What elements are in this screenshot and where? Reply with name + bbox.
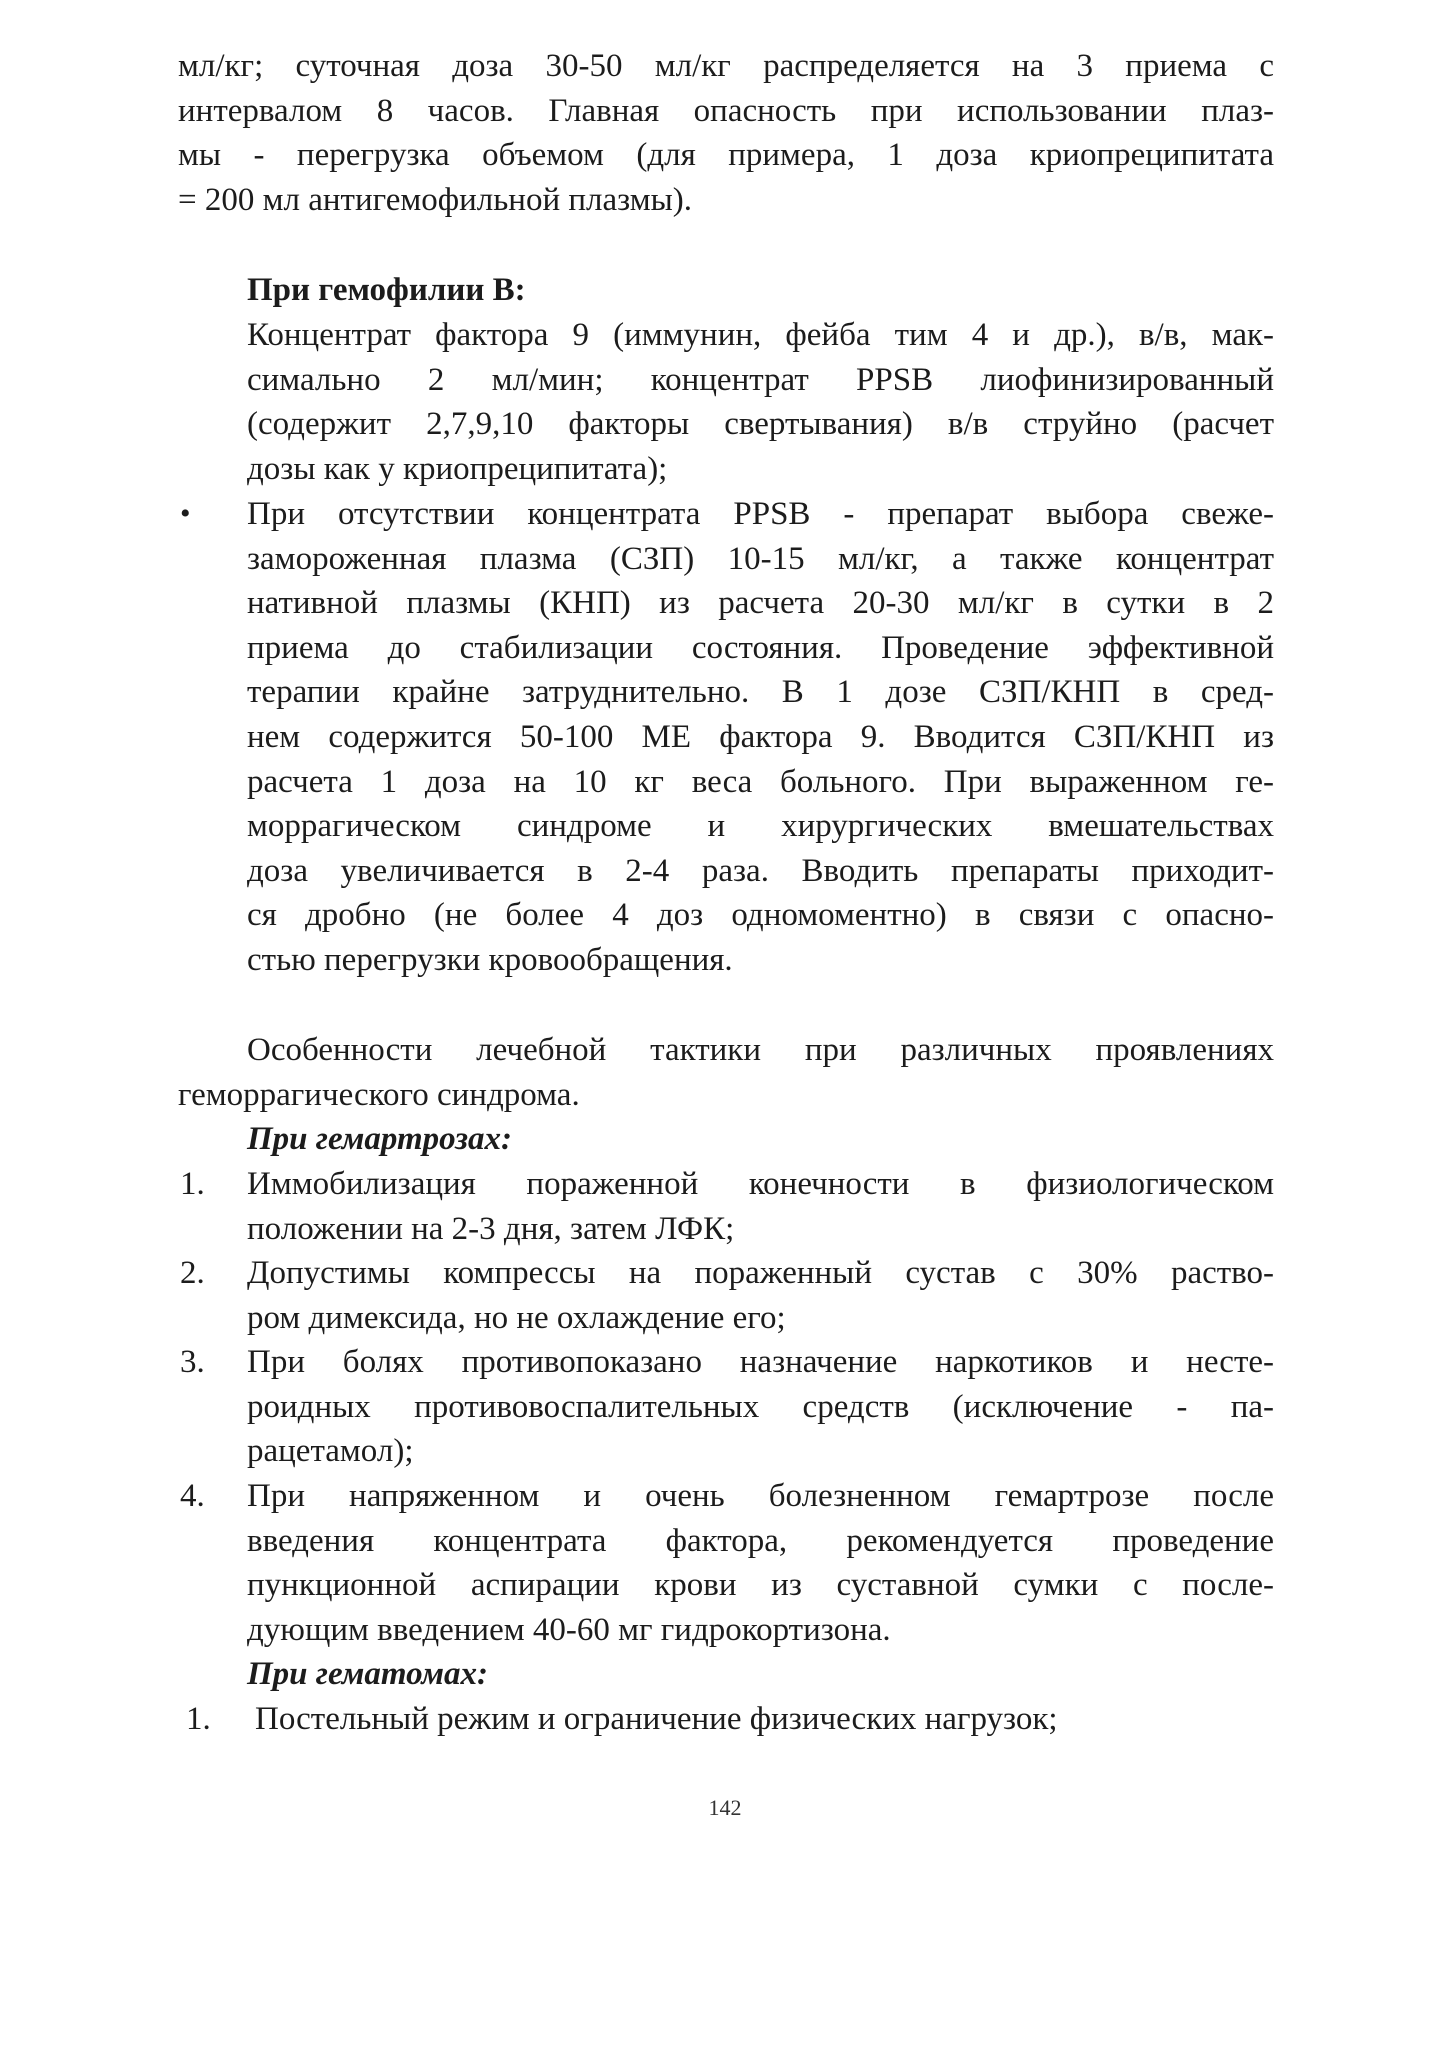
text-line: мы - перегрузка объемом (для примера, 1 доза криопреципитата <box>178 137 1274 174</box>
text-line: мл/кг; суточная доза 30-50 мл/кг распределяется на 3 приема с <box>178 48 1274 84</box>
text-line: Особенности лечебной тактики при различных проявлениях <box>247 1032 1274 1068</box>
list-number: 2. <box>180 1255 205 1291</box>
text-line: дующим введением 40-60 мг гидрокортизона. <box>247 1611 891 1648</box>
list-number: 1. <box>186 1701 211 1737</box>
tactics-paragraph <box>178 1028 1274 1117</box>
hemarthrosis-heading: При гемартрозах: <box>247 1121 513 1157</box>
list-item <box>247 1251 1274 1340</box>
text-line: Допустимы компрессы на пораженный сустав с 30% раство- <box>247 1255 1274 1291</box>
text-line: Концентрат фактора 9 (иммунин, фейба тим 4 и др.), в/в, мак- <box>247 317 1274 353</box>
text-line: рацетамол); <box>247 1433 414 1470</box>
list-number: 3. <box>180 1344 205 1380</box>
text-line: терапии крайне затруднительно. В 1 дозе СЗП/КНП в сред- <box>247 674 1274 711</box>
text-line: доза увеличивается в 2-4 раза. Вводить препараты приходит- <box>247 852 1274 889</box>
text-line: расчета 1 доза на 10 кг веса больного. При выраженном ге- <box>247 763 1274 800</box>
text-line: = 200 мл антигемофильной плазмы). <box>178 181 692 218</box>
text-line: (содержит 2,7,9,10 факторы свертывания) в/в струйно (расчет <box>247 406 1274 443</box>
text-line: положении на 2-3 дня, затем ЛФК; <box>247 1210 735 1247</box>
text-line: Постельный режим и ограничение физических нагрузок; <box>255 1701 1058 1737</box>
text-line: При напряженном и очень болезненном гемартрозе после <box>247 1478 1274 1514</box>
list-item <box>247 1474 1274 1652</box>
text-line: нем содержится 50-100 МЕ фактора 9. Вводится СЗП/КНП из <box>247 718 1274 755</box>
text-line: При болях противопоказано назначение наркотиков и несте- <box>247 1344 1274 1380</box>
text-line: При отсутствии концентрата PPSB - препарат выбора свеже- <box>247 496 1274 532</box>
text-line: приема до стабилизации состояния. Проведение эффективной <box>247 629 1274 666</box>
text-line: Иммобилизация пораженной конечности в физиологическом <box>247 1166 1274 1202</box>
list-item <box>255 1697 1274 1742</box>
text-line: геморрагического синдрома. <box>178 1076 580 1113</box>
list-number: 1. <box>180 1166 205 1202</box>
text-line: роидных противовоспалительных средств (исключение - па- <box>247 1388 1274 1425</box>
text-line: замороженная плазма (СЗП) 10-15 мл/кг, а также концентрат <box>247 540 1274 577</box>
list-number: 4. <box>180 1478 205 1514</box>
list-item <box>247 1340 1274 1474</box>
intro-paragraph <box>178 44 1274 222</box>
text-line: симально 2 мл/мин; концентрат PPSB лиофинизированный <box>247 361 1274 398</box>
text-line: нативной плазмы (КНП) из расчета 20-30 мл/кг в сутки в 2 <box>247 585 1274 622</box>
text-line: интервалом 8 часов. Главная опасность при использовании плаз- <box>178 92 1274 129</box>
bullet-marker: • <box>180 497 191 530</box>
list-item <box>247 1162 1274 1251</box>
page-number: 142 <box>708 1795 742 1820</box>
hemophilia-b-heading: При гемофилии В: <box>247 272 526 308</box>
hematoma-heading: При гематомах: <box>247 1656 488 1692</box>
text-line: ром димексида, но не охлаждение его; <box>247 1299 786 1336</box>
text-line: введения концентрата фактора, рекомендуется проведение <box>247 1522 1274 1559</box>
text-line: стью перегрузки кровообращения. <box>247 941 733 978</box>
hemophilia-b-paragraph-2 <box>247 492 1274 983</box>
text-line: пункционной аспирации крови из суставной сумки с после- <box>247 1567 1274 1604</box>
hemophilia-b-paragraph-1 <box>247 313 1274 491</box>
text-line: ся дробно (не более 4 доз одномоментно) в связи с опасно- <box>247 897 1274 934</box>
text-line: моррагическом синдроме и хирургических вмешательствах <box>247 808 1274 845</box>
text-line: дозы как у криопреципитата); <box>247 450 668 487</box>
